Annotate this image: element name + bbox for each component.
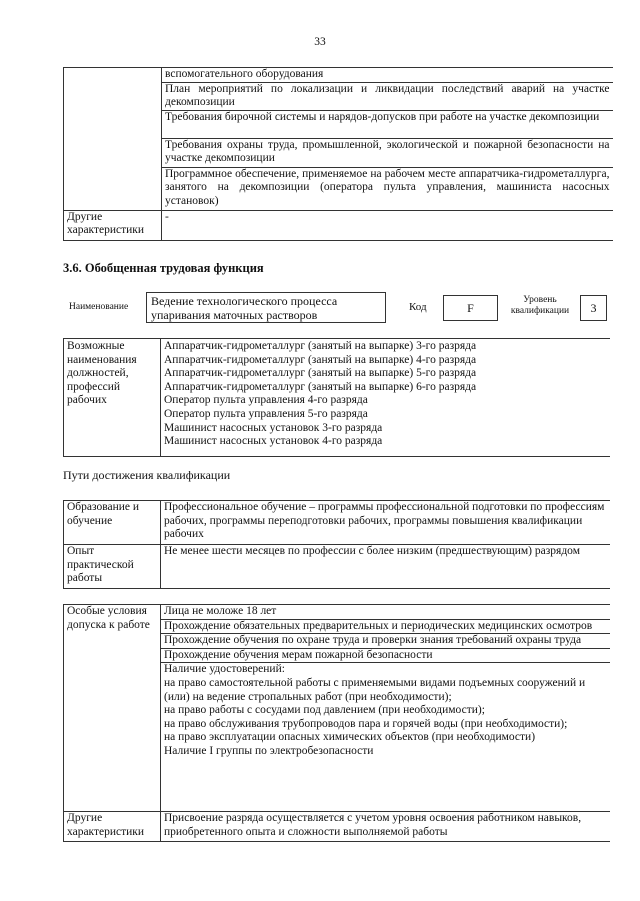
conditions-table [63,604,610,842]
condition-item: Наличие удостоверений: [164,663,285,676]
knowledge-label-cell [64,68,162,211]
qualification-title: Пути достижения квалификации [63,468,231,482]
knowledge-table [63,67,613,241]
knowledge-row: План мероприятий по локализации и ликвидации последствий аварий на участке декомпозиции [162,82,613,110]
function-name-box: Ведение технологического процесса упаривания маточных растворов [146,292,386,323]
knowledge-row: вспомогательного оборудования [162,68,613,83]
code-label: Код [409,301,427,313]
condition-item: Прохождение обязательных предварительных и периодических медицинских осмотров [161,620,610,635]
page-number: 33 [314,36,326,48]
section-heading: 3.6. Обобщенная трудовая функция [63,261,264,275]
position-item: Машинист насосных установок 4-го разряда [164,435,383,448]
positions-list [161,339,610,457]
conditions-list [161,605,610,812]
position-item: Оператор пульта управления 4-го разряда [164,394,368,407]
education-label: Образование и обучение [64,501,161,545]
condition-item: на право эксплуатации опасных химических объектов (при необходимости) [164,731,536,744]
knowledge-row: Требования бирочной системы и нарядов-допусков при работе на участке декомпозиции [162,110,613,138]
other-characteristics-label: Другие характеристики [64,210,162,240]
position-item: Оператор пульта управления 5-го разряда [164,407,368,420]
education-table [63,500,610,589]
experience-value: Не менее шести месяцев по профессии с более низким (предшествующим) разрядом [161,545,610,589]
experience-label: Опыт практической работы [64,545,161,589]
condition-item: Прохождение обучения мерам пожарной безопасности [161,649,610,664]
position-item: Аппаратчик-гидрометаллург (занятый на выпарке) 3-го разряда [164,340,477,352]
position-item: Машинист насосных установок 3-го разряда [164,421,383,434]
positions-table [63,338,610,457]
condition-item: на право самостоятельной работы с применяемыми видами подъемных сооружений и (или) на ведение стропальных работ (при необходимости); [164,676,586,703]
level-box: 3 [580,295,607,321]
name-label: Наименование [69,302,129,312]
condition-item: на право обслуживания трубопроводов пара и горячей воды (при необходимости); [164,717,568,730]
knowledge-row: Программное обеспечение, применяемое на рабочем месте аппаратчика-гидрометаллурга, занятого на декомпозиции (оператора пульта управления, машиниста насосных установок) [162,167,613,210]
condition-item: на право работы с сосудами под давлением (при необходимости); [164,704,485,717]
conditions-label: Особые условия допуска к работе [64,605,161,812]
code-box: F [443,295,498,321]
position-item: Аппаратчик-гидрометаллург (занятый на выпарке) 6-го разряда [164,380,477,393]
knowledge-row: Требования охраны труда, промышленной, экологической и пожарной безопасности на участке декомпозиции [162,138,613,167]
other-characteristics-value: - [162,210,613,240]
position-item: Аппаратчик-гидрометаллург (занятый на выпарке) 4-го разряда [164,353,477,366]
conditions-other-label: Другие характеристики [64,812,161,842]
position-item: Аппаратчик-гидрометаллург (занятый на выпарке) 5-го разряда [164,367,477,380]
conditions-other-value: Присвоение разряда осуществляется с учетом уровня освоения работником навыков, приобретенного опыта и сложности выполняемой работы [161,812,610,842]
level-label: Уровень квалификации [510,295,570,316]
condition-item: Лица не моложе 18 лет [161,605,610,620]
condition-item: Прохождение обучения по охране труда и проверки знания требований охраны труда [161,634,610,649]
education-value: Профессиональное обучение – программы профессиональной подготовки по профессиям рабочих, программы переподготовки рабочих, программы повышения квалификации рабочих [161,501,610,545]
condition-item: Наличие I группы по электробезопасности [164,744,374,757]
positions-label: Возможные наименования должностей, профессий рабочих [64,339,161,457]
